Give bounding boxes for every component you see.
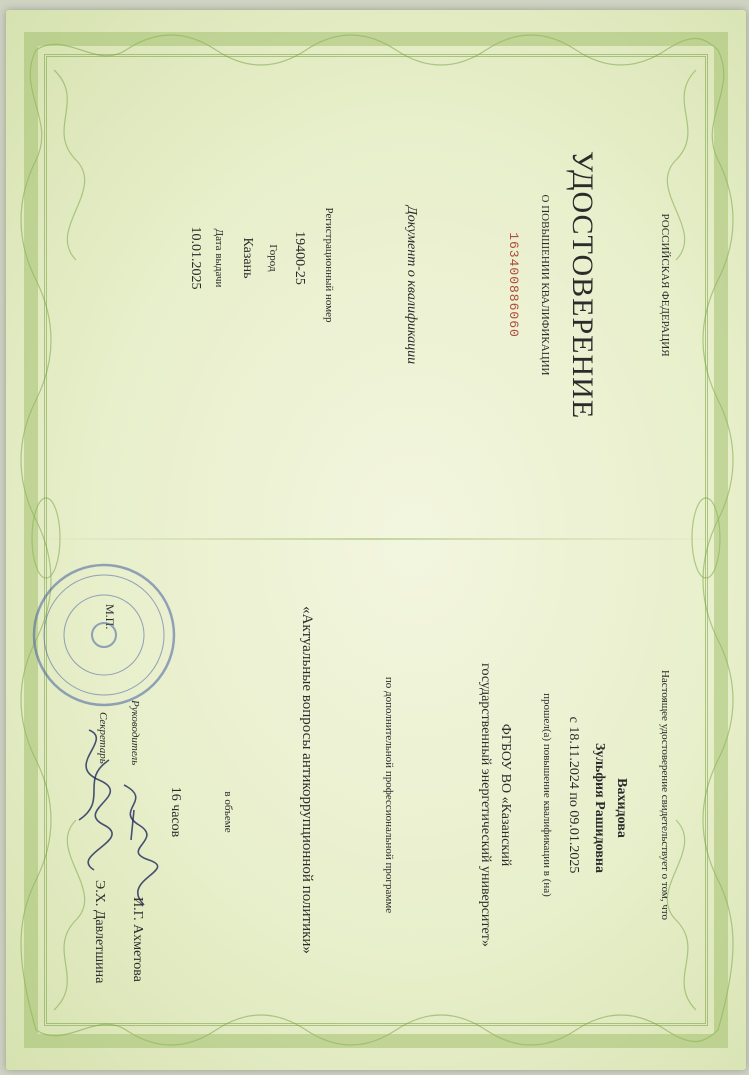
program-intro: по дополнительной профессиональной программе xyxy=(383,676,395,914)
document-subtitle: О ПОВЫШЕНИИ КВАЛИФИКАЦИИ xyxy=(539,194,551,376)
hours-value: 16 часов xyxy=(168,786,183,838)
holder-surname: Вахидова xyxy=(614,778,629,838)
document-type: Документ о квалификации xyxy=(404,205,419,365)
serial-number: 163400886060 xyxy=(506,232,521,338)
director-label: Руководитель xyxy=(129,700,141,766)
issue-date-label: Дата выдачи xyxy=(213,228,225,288)
institution-line-2: государственный энергетический университет» xyxy=(478,663,493,947)
director-name: И.Г. Ахметова xyxy=(130,897,145,982)
secretary-signature xyxy=(59,720,119,880)
volume-label: в объеме xyxy=(222,791,234,833)
reg-number-label: Регистрационный номер xyxy=(323,207,335,323)
holder-given-names: Зульфия Рашидовна xyxy=(592,743,607,873)
city-value: Казань xyxy=(240,237,255,279)
reg-number: 19400-25 xyxy=(292,231,307,285)
secretary-name: Э.Х. Давлетшина xyxy=(92,880,107,984)
secretary-label: Секретарь xyxy=(97,712,109,764)
issue-date: 10.01.2025 xyxy=(188,226,203,290)
official-seal xyxy=(29,555,179,715)
intro-text: Настоящее удостоверение свидетельствует о том, что xyxy=(659,669,671,921)
city-label: Город xyxy=(267,244,279,272)
seal-label: М.П. xyxy=(103,604,117,630)
program-name: «Актуальные вопросы антикоррупционной политики» xyxy=(299,606,315,954)
document-title: УДОСТОВЕРЕНИЕ xyxy=(566,150,599,420)
country-label: РОССИЙСКАЯ ФЕДЕРАЦИЯ xyxy=(659,213,671,357)
training-period: с 18.11.2024 по 09.01.2025 xyxy=(566,716,581,874)
institution-line-1: ФГБОУ ВО «Казанский xyxy=(498,723,513,867)
passed-text: прошел(а) повышение квалификации в (на) xyxy=(541,693,553,897)
